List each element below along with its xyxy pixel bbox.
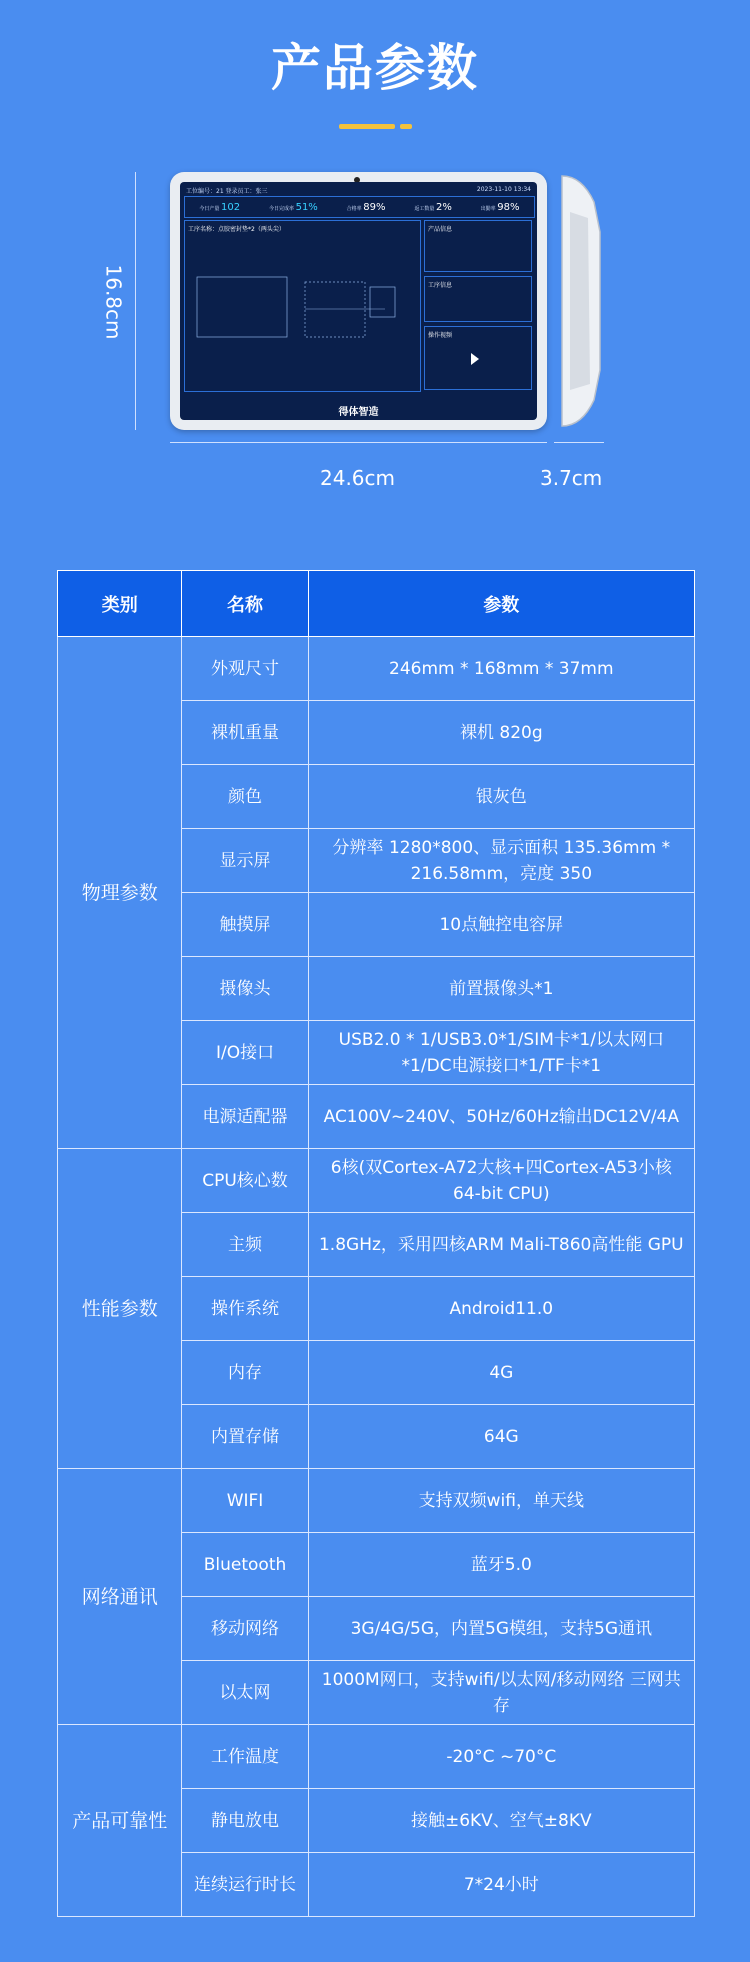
param-value: 3G/4G/5G，内置5G模组，支持5G通讯	[308, 1597, 694, 1661]
table-row	[58, 1725, 695, 1789]
category-cell: 网络通讯	[58, 1469, 182, 1725]
depth-label: 3.7cm	[540, 466, 603, 490]
product-info-panel: 产品信息	[424, 220, 532, 272]
width-label: 24.6cm	[320, 466, 396, 490]
param-value: 10点触控电容屏	[308, 893, 694, 957]
param-name: 触摸屏	[182, 893, 308, 957]
param-value: 蓝牙5.0	[308, 1533, 694, 1597]
param-name: 内存	[182, 1341, 308, 1405]
param-name: WIFI	[182, 1469, 308, 1533]
stats-bar: 今日产量 102 今日完成率 51% 合格率 89% 返工数量 2% 出勤率 98%	[184, 196, 535, 218]
table-row	[58, 1149, 695, 1213]
width-dimension-line	[170, 442, 547, 443]
param-name: 静电放电	[182, 1789, 308, 1853]
param-name: 电源适配器	[182, 1085, 308, 1149]
parameter-table	[57, 570, 695, 1917]
param-name: 以太网	[182, 1661, 308, 1725]
param-value: 6核(双Cortex-A72大核+四Cortex-A53小核 64-bit CPU)	[308, 1149, 694, 1213]
param-name: 工作温度	[182, 1725, 308, 1789]
param-value: Android11.0	[308, 1277, 694, 1341]
device-screen	[180, 182, 537, 420]
param-name: 操作系统	[182, 1277, 308, 1341]
param-name: 内置存储	[182, 1405, 308, 1469]
table-row	[58, 637, 695, 701]
video-panel[interactable]: 操作视频	[424, 326, 532, 390]
title-underline-dot	[400, 124, 412, 129]
category-cell: 性能参数	[58, 1149, 182, 1469]
param-name: CPU核心数	[182, 1149, 308, 1213]
page-title: 产品参数	[271, 39, 479, 97]
param-value: 4G	[308, 1341, 694, 1405]
param-value: 接触±6KV、空气±8KV	[308, 1789, 694, 1853]
brand-logo: 得体智造	[338, 407, 379, 418]
param-name: 连续运行时长	[182, 1853, 308, 1917]
category-cell: 产品可靠性	[58, 1725, 182, 1917]
param-name: 主频	[182, 1213, 308, 1277]
param-value: 支持双频wifi，单天线	[308, 1469, 694, 1533]
header-category: 类别	[58, 571, 182, 637]
process-info-panel: 工序信息	[424, 276, 532, 322]
category-cell: 物理参数	[58, 637, 182, 1149]
param-name: 裸机重量	[182, 701, 308, 765]
param-value: 7*24小时	[308, 1853, 694, 1917]
play-icon[interactable]	[471, 353, 479, 365]
drawing-diagram	[185, 257, 420, 387]
param-value: 分辨率 1280*800、显示面积 135.36mm * 216.58mm，亮度 350	[308, 829, 694, 893]
param-value: AC100V~240V、50Hz/60Hz输出DC12V/4A	[308, 1085, 694, 1149]
height-dimension-line	[135, 172, 136, 430]
param-value: 裸机 820g	[308, 701, 694, 765]
device-front-image	[170, 172, 547, 430]
param-value: 前置摄像头*1	[308, 957, 694, 1021]
process-panel: 工序名称：点胶密封垫*2（两头尖）	[184, 220, 421, 392]
param-name: Bluetooth	[182, 1533, 308, 1597]
param-name: 摄像头	[182, 957, 308, 1021]
table-row	[58, 1469, 695, 1533]
screen-header-right: 2023-11-10 13:34	[476, 186, 531, 193]
param-value: 1000M网口，支持wifi/以太网/移动网络 三网共存	[308, 1661, 694, 1725]
param-name: 颜色	[182, 765, 308, 829]
param-value: USB2.0 * 1/USB3.0*1/SIM卡*1/以太网口*1/DC电源接口*1/TF卡*1	[308, 1021, 694, 1085]
device-side-image	[560, 172, 604, 430]
param-name: 外观尺寸	[182, 637, 308, 701]
header-name: 名称	[182, 571, 308, 637]
param-name: I/O接口	[182, 1021, 308, 1085]
table-header-row	[58, 571, 695, 637]
param-name: 显示屏	[182, 829, 308, 893]
param-value: -20°C ~70°C	[308, 1725, 694, 1789]
param-value: 银灰色	[308, 765, 694, 829]
param-name: 移动网络	[182, 1597, 308, 1661]
param-value: 64G	[308, 1405, 694, 1469]
height-label: 16.8cm	[101, 264, 126, 340]
title-underline	[339, 124, 395, 129]
param-value: 1.8GHz，采用四核ARM Mali-T860高性能 GPU	[308, 1213, 694, 1277]
screen-header-left: 工位编号：21 登录员工：张三	[186, 188, 268, 195]
param-value: 246mm * 168mm * 37mm	[308, 637, 694, 701]
header-value: 参数	[308, 571, 694, 637]
depth-dimension-line	[554, 442, 604, 443]
